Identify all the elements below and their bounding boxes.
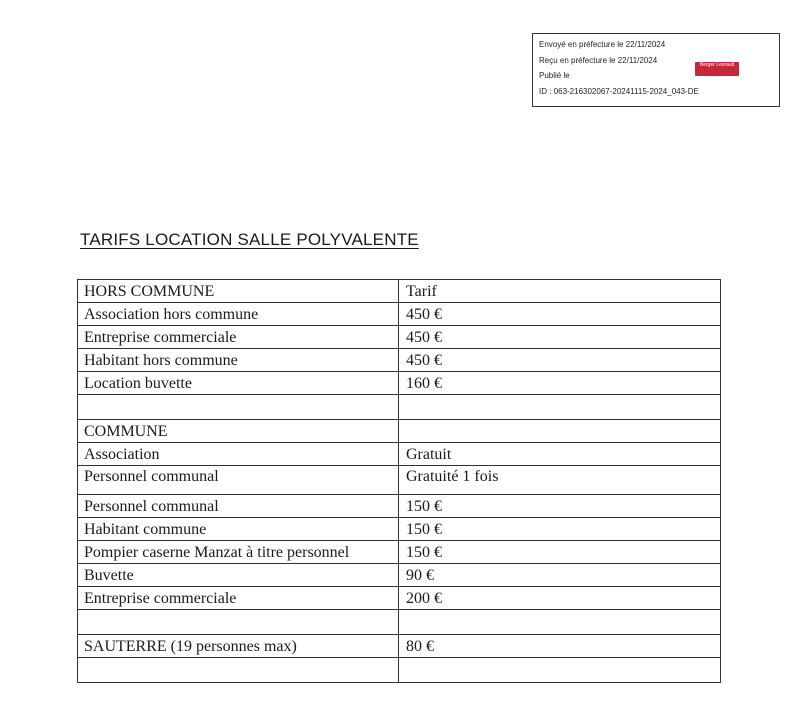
table-row (78, 466, 721, 495)
row-value: Gratuit (399, 443, 721, 466)
row-value (399, 610, 721, 635)
table-row (78, 495, 721, 518)
table-row (78, 349, 721, 372)
row-value (399, 420, 721, 443)
row-label: Buvette (78, 564, 399, 587)
table-row (78, 420, 721, 443)
row-value (399, 658, 721, 683)
stamp-sent-date: Envoyé en préfecture le 22/11/2024 (539, 40, 666, 49)
row-label: COMMUNE (78, 420, 399, 443)
table-row (78, 518, 721, 541)
table-row (78, 541, 721, 564)
row-label: Location buvette (78, 372, 399, 395)
stamp-id: ID : 063-216302067-20241115-2024_043-DE (539, 86, 699, 96)
table-row (78, 635, 721, 658)
table-row (78, 610, 721, 635)
row-value: 90 € (399, 564, 721, 587)
row-label: HORS COMMUNE (78, 280, 399, 303)
table-row (78, 326, 721, 349)
row-label: Personnel communal (78, 495, 399, 518)
table-row (78, 587, 721, 610)
table-row (78, 372, 721, 395)
row-label: SAUTERRE (19 personnes max) (78, 635, 399, 658)
table-row (78, 280, 721, 303)
row-label: Entreprise commerciale (78, 587, 399, 610)
prefecture-stamp (532, 33, 780, 107)
row-label (78, 610, 399, 635)
tarifs-table (77, 279, 721, 683)
table-row (78, 443, 721, 466)
table-row (78, 303, 721, 326)
table-row (78, 395, 721, 420)
row-value: 200 € (399, 587, 721, 610)
row-label: Habitant hors commune (78, 349, 399, 372)
row-value: Tarif (399, 280, 721, 303)
stamp-published: Publié le (539, 71, 570, 80)
row-value: 450 € (399, 349, 721, 372)
table-row (78, 658, 721, 683)
row-label: Pompier caserne Manzat à titre personnel (78, 541, 399, 564)
stamp-received-date: Reçu en préfecture le 22/11/2024 (539, 55, 658, 65)
row-label: Habitant commune (78, 518, 399, 541)
row-value (399, 395, 721, 420)
row-label (78, 658, 399, 683)
row-label (78, 395, 399, 420)
row-label: Association hors commune (78, 303, 399, 326)
row-value: 150 € (399, 495, 721, 518)
row-value: 450 € (399, 326, 721, 349)
row-value: 450 € (399, 303, 721, 326)
row-value: 150 € (399, 518, 721, 541)
row-value: Gratuité 1 fois (399, 466, 721, 495)
table-row (78, 564, 721, 587)
row-label: Association (78, 443, 399, 466)
row-value: 160 € (399, 372, 721, 395)
row-label: Personnel communal (78, 466, 399, 495)
row-value: 80 € (399, 635, 721, 658)
berger-levrault-seal-icon: Berger Levrault (695, 62, 739, 76)
row-label: Entreprise commerciale (78, 326, 399, 349)
row-value: 150 € (399, 541, 721, 564)
page-title: TARIFS LOCATION SALLE POLYVALENTE (80, 230, 419, 249)
